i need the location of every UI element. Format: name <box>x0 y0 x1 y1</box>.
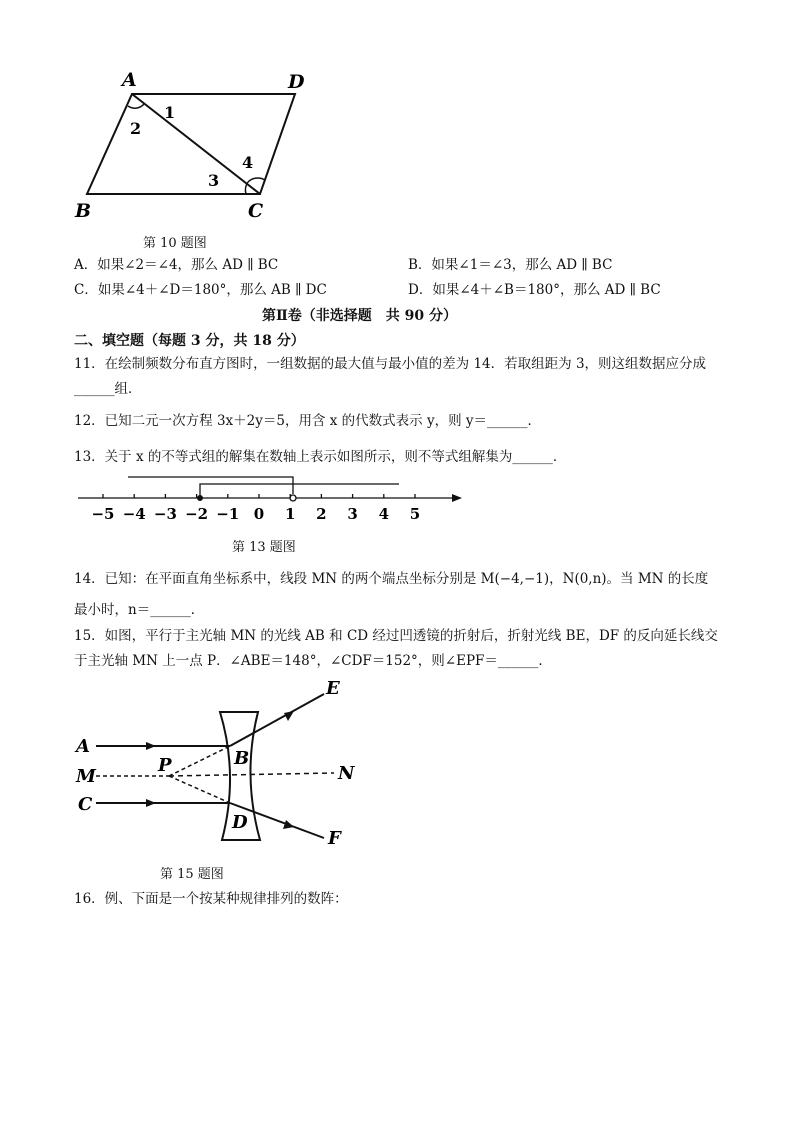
figure-10 <box>70 62 320 227</box>
label-1: 1 <box>164 103 176 122</box>
q10-option-c: C．如果∠4＋∠D＝180°，那么 AB ∥ DC <box>74 282 327 298</box>
tick-label: −2 <box>185 505 209 523</box>
fill-in-title: 二、填空题（每题 3 分，共 18 分） <box>74 333 305 349</box>
q15-line2: 于主光轴 MN 上一点 P．∠ABE＝148°，∠CDF＝152°，则∠EPF＝______． <box>74 653 552 669</box>
q10-option-d: D．如果∠4＋∠B＝180°，那么 AD ∥ BC <box>408 282 661 298</box>
q16-text: 16．例、下面是一个按某种规律排列的数阵： <box>74 891 348 907</box>
tick-label: 1 <box>284 505 296 523</box>
point-minus-2 <box>197 495 203 501</box>
q10-option-b: B．如果∠1＝∠3，那么 AD ∥ BC <box>408 257 613 273</box>
tick-label: −3 <box>153 505 177 523</box>
tick-label: −4 <box>122 505 146 523</box>
q12-text: 12．已知二元一次方程 3x＋2y＝5，用含 x 的代数式表示 y，则 y＝______． <box>74 413 542 429</box>
figure-15-lens <box>74 680 374 855</box>
fig10-caption: 第 10 题图 <box>143 236 207 251</box>
figure-13-number-line <box>76 470 466 530</box>
tick-label: −1 <box>216 505 240 523</box>
tick-label: −5 <box>91 505 115 523</box>
q15-line1: 15．如图，平行于主光轴 MN 的光线 AB 和 CD 经过凹透镜的折射后，折射光线 BE，DF 的反向延长线交 <box>74 628 718 644</box>
ray-be-arrow <box>284 711 294 721</box>
label-d: D <box>232 812 248 833</box>
label-c: C <box>78 794 93 815</box>
ray-be <box>230 694 324 746</box>
ray-extension-lower <box>169 776 230 803</box>
label-a: A <box>122 69 137 91</box>
label-b: B <box>234 748 250 769</box>
q13-text: 13．关于 x 的不等式组的解集在数轴上表示如图所示，则不等式组解集为______． <box>74 449 567 465</box>
tick-label: 2 <box>316 505 327 523</box>
label-2: 2 <box>130 119 142 138</box>
ray-cd-arrow <box>146 799 156 807</box>
angle-arc-c2 <box>248 178 265 182</box>
tick-label: 4 <box>378 505 390 523</box>
fig15-caption: 第 15 题图 <box>160 867 224 882</box>
label-p: P <box>158 755 172 776</box>
diagonal-ac <box>132 94 260 194</box>
point-1-open <box>290 495 296 501</box>
ray-extension-upper <box>169 746 230 776</box>
tick-label: 5 <box>409 505 421 523</box>
section-2-title: 第Ⅱ卷（非选择题 共 90 分） <box>262 308 458 324</box>
bracket-lower <box>200 484 399 498</box>
angle-arc-a <box>128 104 144 108</box>
axis-arrow <box>452 494 462 502</box>
q14-line2: 最小时，n＝______． <box>74 602 205 618</box>
label-3: 3 <box>208 171 220 190</box>
label-m: M <box>76 766 96 787</box>
label-b: B <box>75 200 92 222</box>
q10-option-a: A．如果∠2＝∠4，那么 AD ∥ BC <box>74 257 279 273</box>
q11-line1: 11．在绘制频数分布直方图时，一组数据的最大值与最小值的差为 14．若取组距为 3，则这组数据应分成 <box>74 356 707 372</box>
label-n: N <box>338 763 355 784</box>
label-4: 4 <box>242 153 254 172</box>
fig13-caption: 第 13 题图 <box>232 540 296 555</box>
tick-label: 0 <box>253 505 265 523</box>
label-d: D <box>288 71 305 93</box>
ray-df-arrow <box>283 820 294 829</box>
ray-ab-arrow <box>146 742 156 750</box>
label-e: E <box>326 680 340 699</box>
q11-line2: ______组． <box>74 381 142 397</box>
label-c: C <box>248 200 264 222</box>
q14-line1: 14．已知：在平面直角坐标系中，线段 MN 的两个端点坐标分别是 M(−4,−1)，N(0,n)。当 MN 的长度 <box>74 571 709 587</box>
label-a: A <box>76 736 90 757</box>
bracket-upper <box>128 477 293 494</box>
tick-label: 3 <box>347 505 358 523</box>
label-f: F <box>328 828 341 849</box>
